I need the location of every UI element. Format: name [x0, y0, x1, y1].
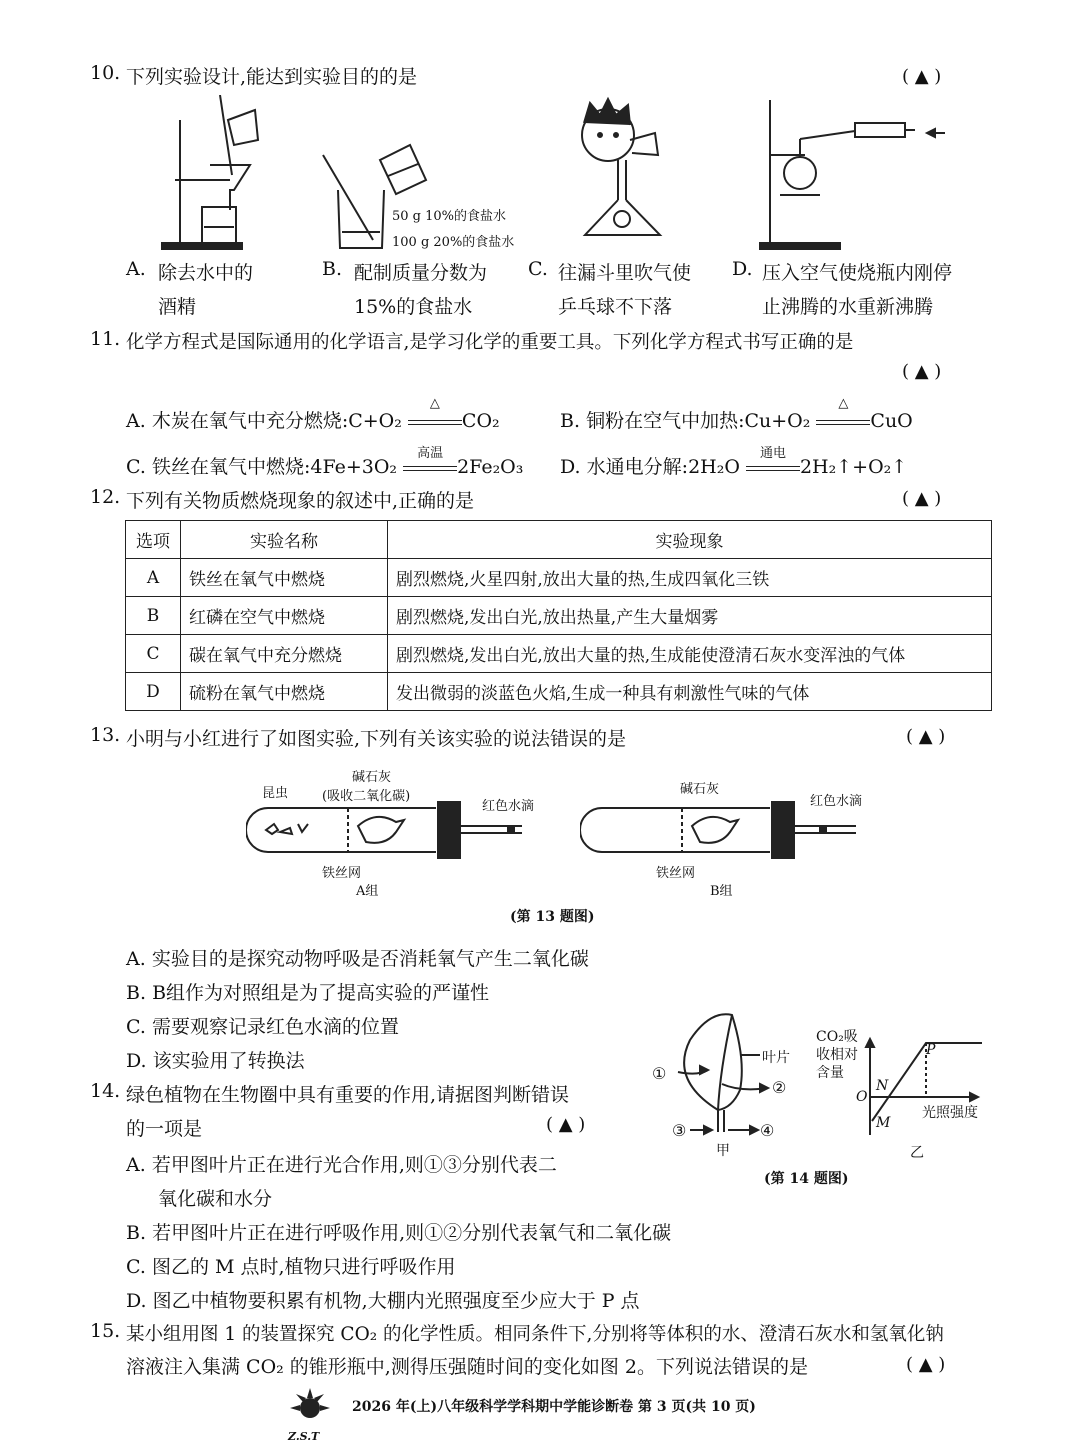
q12-stem: 下列有关物质燃烧现象的叙述中,正确的是 — [126, 490, 475, 512]
q13-option-c-letter: C. — [126, 1016, 146, 1038]
table-row — [126, 597, 992, 635]
label-point-n: N — [876, 1078, 889, 1094]
label-point-p: P — [926, 1042, 936, 1058]
label-wire-mesh-b: 铁丝网 — [656, 866, 696, 881]
q10-number: 10. — [90, 62, 121, 84]
q14-option-b-line1: 若甲图叶片正在进行呼吸作用,则①②分别代表氧气和二氧化碳 — [152, 1222, 672, 1244]
row-b-option: B — [126, 597, 181, 635]
label-jia: 甲 — [716, 1143, 730, 1159]
q10-option-d-line2: 止沸腾的水重新沸腾 — [762, 296, 934, 318]
q11-option-c-rhs: 2Fe₂O₃ — [457, 456, 524, 478]
row-d-name: 硫粉在氧气中燃烧 — [181, 673, 388, 711]
filtration-apparatus-figure — [150, 95, 260, 255]
label-insect: 昆虫 — [262, 786, 289, 801]
label-wire-mesh-a: 铁丝网 — [322, 866, 362, 881]
q10-option-d-letter: D. — [732, 258, 753, 280]
q14-option-a-line2: 氧化碳和水分 — [158, 1188, 273, 1210]
row-a-phenomenon: 剧烈燃烧,火星四射,放出大量的热,生成四氧化三铁 — [388, 559, 992, 597]
q14-figure-caption: (第 14 题图) — [764, 1171, 849, 1187]
q14-option-b-letter: B. — [126, 1222, 147, 1244]
row-c-option: C — [126, 635, 181, 673]
q10-option-c-line1: 往漏斗里吹气使 — [558, 262, 692, 284]
label-group-a: A组 — [356, 884, 379, 899]
q14-number: 14. — [90, 1080, 121, 1102]
label-absorb-co2: (吸收二氧化碳) — [322, 789, 411, 804]
q10-option-a-line2: 酒精 — [158, 296, 197, 318]
q11-option-a-rhs: CO₂ — [461, 410, 500, 432]
q11-option-c-text: 铁丝在氧气中燃烧: — [151, 456, 311, 478]
q11-option-b-text: 铜粉在空气中加热: — [586, 410, 745, 432]
row-c-name: 碳在氧气中充分燃烧 — [181, 635, 388, 673]
q10-option-a-line1: 除去水中的 — [158, 262, 254, 284]
logo-text: Z.S.T — [288, 1430, 320, 1443]
q12-answer-mark: ( ▲ ) — [902, 488, 942, 509]
q11-option-c-condition: 高温 — [417, 446, 444, 461]
q11-option-b-condition: △ — [838, 396, 849, 411]
label-red-drop-b: 红色水滴 — [810, 794, 863, 809]
q14-option-a-line1: 若甲图叶片正在进行光合作用,则①③分别代表二 — [151, 1154, 557, 1176]
q10-answer-mark: ( ▲ ) — [902, 66, 942, 87]
q13-option-b-letter: B. — [126, 982, 147, 1004]
q13-stem: 小明与小红进行了如图实验,下列有关该实验的说法错误的是 — [126, 728, 627, 750]
label-red-drop-a: 红色水滴 — [482, 799, 535, 814]
q14-option-c — [126, 1252, 456, 1279]
table-row — [126, 635, 992, 673]
q15-number: 15. — [90, 1320, 121, 1342]
funnel-blowing-figure — [570, 95, 680, 255]
table-row — [126, 673, 992, 711]
q13-number: 13. — [90, 724, 121, 746]
q14-answer-mark: ( ▲ ) — [546, 1114, 586, 1135]
q11-option-a-text: 木炭在氧气中充分燃烧: — [151, 410, 349, 432]
q13-answer-mark: ( ▲ ) — [906, 726, 946, 747]
q11-option-d-lhs: 2H₂O — [688, 456, 740, 478]
q12-table — [125, 520, 992, 711]
label-ylabel-1: CO₂吸 — [816, 1029, 858, 1045]
q13-option-d-letter: D. — [126, 1050, 147, 1072]
q14-option-a — [126, 1150, 557, 1177]
label-group-b: B组 — [710, 884, 733, 899]
q11-option-d-text: 水通电分解: — [586, 456, 689, 478]
label-yi: 乙 — [910, 1145, 924, 1161]
row-a-name: 铁丝在氧气中燃烧 — [181, 559, 388, 597]
q11-option-d-rhs: 2H₂↑+O₂↑ — [799, 456, 908, 478]
q10-option-d-line1: 压入空气使烧瓶内刚停 — [762, 262, 953, 284]
q13-option-d — [126, 1046, 305, 1073]
q11-option-c-lhs: 4Fe+3O₂ — [310, 456, 398, 478]
pouring-beaker-figure — [370, 140, 430, 200]
q15-line1: 某小组用图 1 的装置探究 CO₂ 的化学性质。相同条件下,分别将等体积的水、澄清石灰水和氢氧化钠 — [126, 1324, 944, 1345]
salt-50g-label: 50 g 10%的食盐水 — [392, 209, 507, 224]
salt-100g-label: 100 g 20%的食盐水 — [392, 235, 515, 250]
label-ylabel-3: 含量 — [816, 1065, 844, 1081]
table-row — [126, 559, 992, 597]
q11-option-b-letter: B. — [560, 410, 581, 432]
header-experiment-name: 实验名称 — [181, 521, 388, 559]
row-b-name: 红磷在空气中燃烧 — [181, 597, 388, 635]
q10-option-c-letter: C. — [528, 258, 548, 280]
q13-option-b-text: B组作为对照组是为了提高实验的严谨性 — [152, 982, 490, 1004]
q11-option-d-arrow — [746, 446, 800, 478]
label-origin: O — [856, 1089, 868, 1105]
row-d-phenomenon: 发出微弱的淡蓝色火焰,生成一种具有刺激性气味的气体 — [388, 673, 992, 711]
q13-option-d-text: 该实验用了转换法 — [152, 1050, 305, 1072]
tube-b-figure — [580, 800, 880, 860]
q11-option-b-rhs: CuO — [870, 410, 913, 432]
q10-option-c-line2: 乒乓球不下落 — [558, 296, 673, 318]
q11-answer-mark: ( ▲ ) — [902, 361, 942, 382]
row-a-option: A — [126, 559, 181, 597]
q14-option-c-letter: C. — [126, 1256, 146, 1278]
label-soda-lime-a: 碱石灰 — [352, 770, 392, 785]
q13-option-c-text: 需要观察记录红色水滴的位置 — [151, 1016, 399, 1038]
label-point-m: M — [876, 1115, 891, 1131]
q14-stem-line1: 绿色植物在生物圈中具有重要的作用,请据图判断错误 — [126, 1084, 570, 1106]
label-circle-3: ③ — [672, 1121, 687, 1140]
q11-stem: 化学方程式是国际通用的化学语言,是学习化学的重要工具。下列化学方程式书写正确的是 — [126, 332, 854, 353]
q14-option-d — [126, 1286, 640, 1313]
q11-option-d-letter: D. — [560, 456, 581, 478]
label-ylabel-2: 收相对 — [816, 1047, 858, 1063]
q10-option-b-letter: B. — [322, 258, 343, 280]
q11-option-b-arrow — [816, 396, 870, 432]
q11-option-c — [126, 446, 524, 479]
q14-option-a-letter: A. — [126, 1154, 146, 1176]
q11-option-c-arrow — [403, 446, 457, 478]
header-phenomenon: 实验现象 — [388, 521, 992, 559]
label-circle-2: ② — [772, 1078, 787, 1097]
q10-option-b-line2: 15%的食盐水 — [354, 296, 473, 318]
label-soda-lime-b: 碱石灰 — [680, 782, 720, 797]
q13-option-b — [126, 978, 489, 1005]
footer-text: 2026 年(上)八年级科学学科期中学能诊断卷 第 3 页(共 10 页) — [352, 1399, 756, 1415]
q11-option-a-condition: △ — [429, 396, 440, 411]
label-xlabel: 光照强度 — [922, 1105, 978, 1121]
q11-number: 11. — [90, 328, 121, 350]
q11-option-a-letter: A. — [126, 410, 146, 432]
q14-option-d-letter: D. — [126, 1290, 147, 1312]
q11-option-b-lhs: Cu+O₂ — [744, 410, 811, 432]
flask-syringe-figure — [755, 95, 950, 255]
q13-option-a-text: 实验目的是探究动物呼吸是否消耗氧气产生二氧化碳 — [151, 948, 589, 970]
q11-option-a-lhs: C+O₂ — [348, 410, 402, 432]
row-c-phenomenon: 剧烈燃烧,发出白光,放出大量的热,生成能使澄清石灰水变浑浊的气体 — [388, 635, 992, 673]
q12-number: 12. — [90, 486, 121, 508]
row-b-phenomenon: 剧烈燃烧,发出白光,放出热量,产生大量烟雾 — [388, 597, 992, 635]
q15-line2: 溶液注入集满 CO₂ 的锥形瓶中,测得压强随时间的变化如图 2。下列说法错误的是 — [126, 1356, 808, 1378]
label-leaf: 叶片 — [762, 1050, 790, 1066]
q11-option-d — [560, 446, 908, 479]
q11-option-b — [560, 396, 913, 433]
q15-answer-mark: ( ▲ ) — [906, 1354, 946, 1375]
q11-option-a — [126, 396, 500, 433]
q11-option-c-letter: C. — [126, 456, 146, 478]
q10-option-a-letter: A. — [126, 258, 146, 280]
row-d-option: D — [126, 673, 181, 711]
q10-stem: 下列实验设计,能达到实验目的的是 — [126, 66, 418, 88]
table-header-row — [126, 521, 992, 559]
label-circle-1: ① — [652, 1064, 667, 1083]
co2-light-graph — [850, 1035, 990, 1145]
q11-option-a-arrow — [408, 396, 462, 432]
q13-figure-caption: (第 13 题图) — [510, 909, 595, 925]
q13-option-c — [126, 1012, 399, 1039]
header-option: 选项 — [126, 521, 181, 559]
q13-option-a — [126, 944, 589, 971]
q14-option-d-line1: 图乙中植物要积累有机物,大棚内光照强度至少应大于 P 点 — [152, 1290, 640, 1312]
q14-option-b — [126, 1218, 671, 1245]
q10-option-b-line1: 配制质量分数为 — [354, 262, 488, 284]
q11-option-d-condition: 通电 — [759, 446, 786, 461]
q14-stem-line2: 的一项是 — [126, 1118, 203, 1140]
q13-option-a-letter: A. — [126, 948, 146, 970]
label-circle-4: ④ — [760, 1121, 775, 1140]
q14-option-c-line1: 图乙的 M 点时,植物只进行呼吸作用 — [151, 1256, 456, 1278]
